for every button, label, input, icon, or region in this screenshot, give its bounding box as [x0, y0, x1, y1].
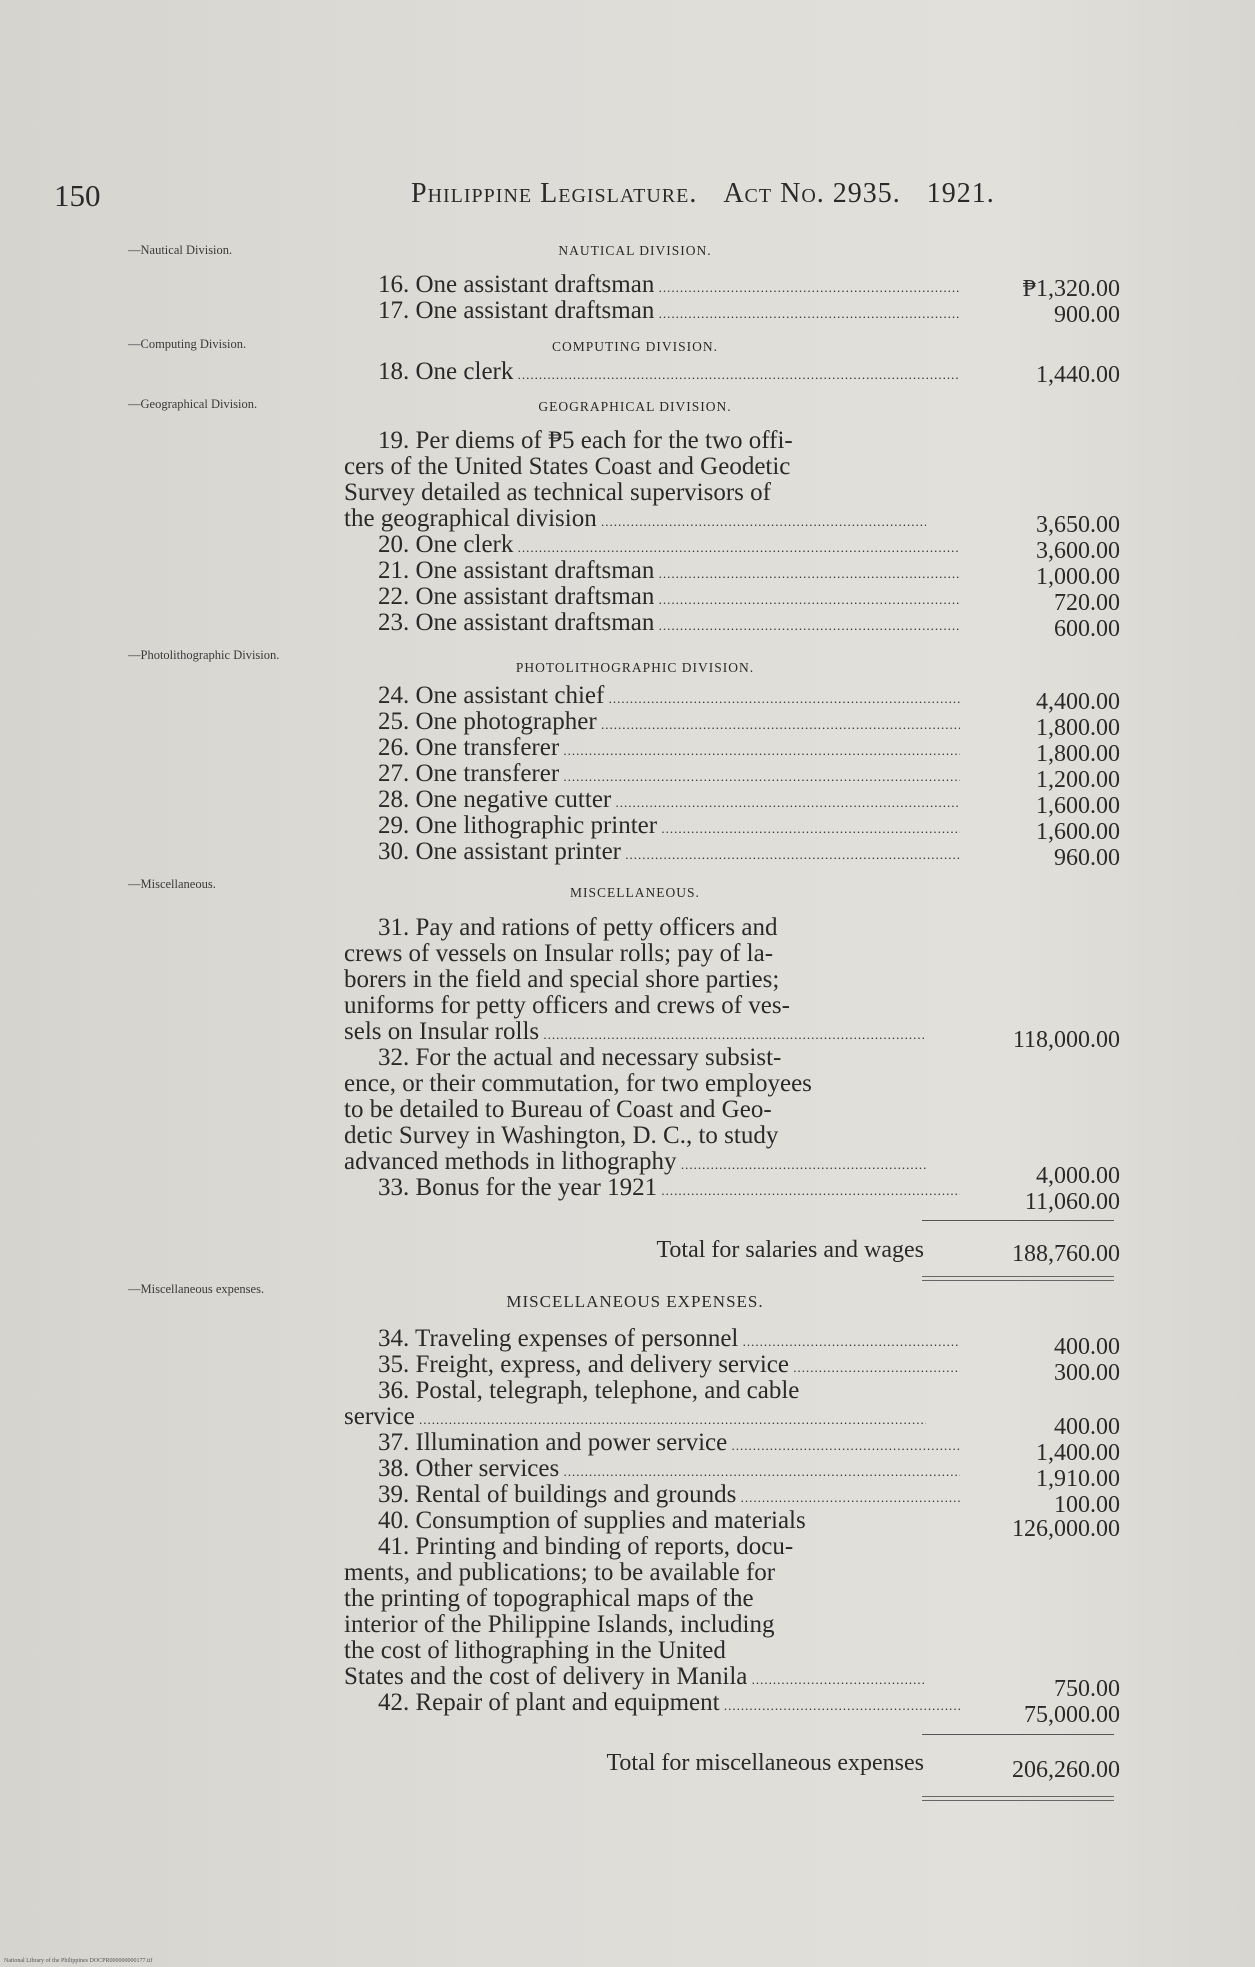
item-19-line-1: 19. Per diems of ₱5 each for the two offi-: [378, 428, 793, 454]
item-26-amount: 1,800.00: [1036, 741, 1120, 767]
total-misc-amount: 206,260.00: [1012, 1757, 1120, 1783]
margin-note-photolithographic: —Photolithographic Division.: [128, 648, 280, 662]
item-19-line-2: cers of the United States Coast and Geodetic: [344, 454, 791, 480]
item-30-amount: 960.00: [1054, 845, 1120, 871]
item-17-text: 17. One assistant draftsman .....: [378, 298, 960, 327]
item-32-line-3: to be detailed to Bureau of Coast and Geo-: [344, 1097, 772, 1123]
scan-footer: National Library of the Philippines DOCPR000000000177.tif: [4, 1958, 153, 1964]
item-24-text: 24. One assistant chief .....: [378, 683, 960, 712]
item-19-line-4: the geographical division .....: [344, 506, 926, 535]
item-25-text: 25. One photographer .....: [378, 709, 960, 738]
item-34-text: 34. Traveling expenses of personnel .....: [378, 1326, 960, 1355]
item-42-text: 42. Repair of plant and equipment .....: [378, 1690, 960, 1719]
section-title-computing: COMPUTING DIVISION.: [552, 339, 718, 354]
item-32-line-1: 32. For the actual and necessary subsist-: [378, 1045, 782, 1071]
item-41-line-1: 41. Printing and binding of reports, docu-: [378, 1534, 794, 1560]
total-salaries-amount: 188,760.00: [1012, 1241, 1120, 1267]
item-33-text: 33. Bonus for the year 1921 .....: [378, 1175, 960, 1204]
page-number: 150: [54, 178, 101, 213]
margin-note-geographical: —Geographical Division.: [128, 397, 258, 411]
item-21-amount: 1,000.00: [1036, 564, 1120, 590]
item-36-line-2: service .....: [344, 1404, 926, 1433]
item-26-text: 26. One transferer .....: [378, 735, 960, 764]
section-title-geographical: GEOGRAPHICAL DIVISION.: [538, 399, 732, 414]
item-39-text: 39. Rental of buildings and grounds .....: [378, 1482, 960, 1511]
total-misc-label: Total for miscellaneous expenses: [606, 1750, 924, 1776]
item-19-line-3: Survey detailed as technical supervisors of: [344, 480, 771, 506]
item-19-amount: 3,650.00: [1036, 512, 1120, 538]
item-28-amount: 1,600.00: [1036, 793, 1120, 819]
section-title-photolithographic: PHOTOLITHOGRAPHIC DIVISION.: [515, 660, 755, 675]
running-head: [411, 178, 1013, 210]
item-35-amount: 300.00: [1054, 1360, 1120, 1386]
running-head-year: 1921.: [926, 178, 995, 209]
item-32-line-2: ence, or their commutation, for two employees: [344, 1071, 812, 1097]
item-32-line-5: advanced methods in lithography .....: [344, 1149, 926, 1178]
item-32-line-4: detic Survey in Washington, D. C., to study: [344, 1123, 779, 1149]
item-18-amount: 1,440.00: [1036, 362, 1120, 388]
item-38-amount: 1,910.00: [1036, 1466, 1120, 1492]
item-16-amount: ₱1,320.00: [1022, 276, 1120, 302]
item-34-amount: 400.00: [1054, 1334, 1120, 1360]
item-24-amount: 4,400.00: [1036, 689, 1120, 715]
item-29-text: 29. One lithographic printer .....: [378, 813, 960, 842]
item-41-line-3: the printing of topographical maps of the: [344, 1586, 754, 1612]
item-31-line-1: 31. Pay and rations of petty officers and: [378, 915, 778, 941]
item-27-text: 27. One transferer .....: [378, 761, 960, 790]
item-27-amount: 1,200.00: [1036, 767, 1120, 793]
item-30-text: 30. One assistant printer .....: [378, 839, 960, 868]
item-28-text: 28. One negative cutter .....: [378, 787, 960, 816]
item-21-text: 21. One assistant draftsman .....: [378, 558, 960, 587]
item-38-text: 38. Other services .....: [378, 1456, 960, 1485]
item-31-line-5: sels on Insular rolls .....: [344, 1019, 926, 1048]
item-41-line-4: interior of the Philippine Islands, including: [344, 1612, 775, 1638]
item-41-line-5: the cost of lithographing in the United: [344, 1638, 726, 1664]
total-salaries-double-rule: [922, 1276, 1114, 1281]
subtotal-rule-salaries: [922, 1220, 1114, 1221]
item-37-amount: 1,400.00: [1036, 1440, 1120, 1466]
item-22-amount: 720.00: [1054, 590, 1120, 616]
item-31-line-4: uniforms for petty officers and crews of ves-: [344, 993, 790, 1019]
item-36-line-1: 36. Postal, telegraph, telephone, and cable: [378, 1378, 800, 1404]
margin-note-misc-expenses: —Miscellaneous expenses.: [128, 1282, 265, 1296]
item-41-line-6: States and the cost of delivery in Manila .....: [344, 1664, 926, 1693]
item-29-amount: 1,600.00: [1036, 819, 1120, 845]
item-31-line-2: crews of vessels on Insular rolls; pay of la-: [344, 941, 774, 967]
margin-note-computing: —Computing Division.: [128, 337, 247, 351]
item-17-amount: 900.00: [1054, 302, 1120, 328]
subtotal-rule-misc: [922, 1734, 1114, 1735]
item-23-text: 23. One assistant draftsman .....: [378, 610, 960, 639]
item-20-amount: 3,600.00: [1036, 538, 1120, 564]
section-title-nautical: NAUTICAL DIVISION.: [558, 243, 712, 258]
item-23-amount: 600.00: [1054, 616, 1120, 642]
item-36-amount: 400.00: [1054, 1414, 1120, 1440]
item-33-amount: 11,060.00: [1024, 1189, 1120, 1215]
section-title-misc-expenses: MISCELLANEOUS EXPENSES.: [506, 1292, 764, 1311]
margin-note-nautical: —Nautical Division.: [128, 243, 233, 257]
item-40-text: 40. Consumption of supplies and materials: [378, 1508, 806, 1534]
total-salaries-label: Total for salaries and wages: [656, 1237, 924, 1263]
item-32-amount: 4,000.00: [1036, 1163, 1120, 1189]
running-head-title: Philippine Legislature.: [411, 178, 698, 209]
total-misc-double-rule: [922, 1796, 1114, 1801]
item-22-text: 22. One assistant draftsman .....: [378, 584, 960, 613]
item-41-line-2: ments, and publications; to be available for: [344, 1560, 776, 1586]
item-20-text: 20. One clerk .....: [378, 532, 960, 561]
item-16-text: 16. One assistant draftsman .....: [378, 272, 960, 301]
item-18-text: 18. One clerk .....: [378, 359, 960, 388]
item-31-amount: 118,000.00: [1012, 1027, 1120, 1053]
item-42-amount: 75,000.00: [1024, 1702, 1120, 1728]
margin-note-miscellaneous: —Miscellaneous.: [128, 877, 216, 891]
item-40-amount: 126,000.00: [1012, 1516, 1120, 1542]
item-35-text: 35. Freight, express, and delivery service .....: [378, 1352, 960, 1381]
running-head-act: Act No. 2935.: [723, 178, 901, 209]
item-41-amount: 750.00: [1054, 1676, 1120, 1702]
item-37-text: 37. Illumination and power service .....: [378, 1430, 960, 1459]
item-25-amount: 1,800.00: [1036, 715, 1120, 741]
section-title-miscellaneous: MISCELLANEOUS.: [570, 885, 700, 900]
item-31-line-3: borers in the field and special shore parties;: [344, 967, 780, 993]
item-39-amount: 100.00: [1054, 1492, 1120, 1518]
